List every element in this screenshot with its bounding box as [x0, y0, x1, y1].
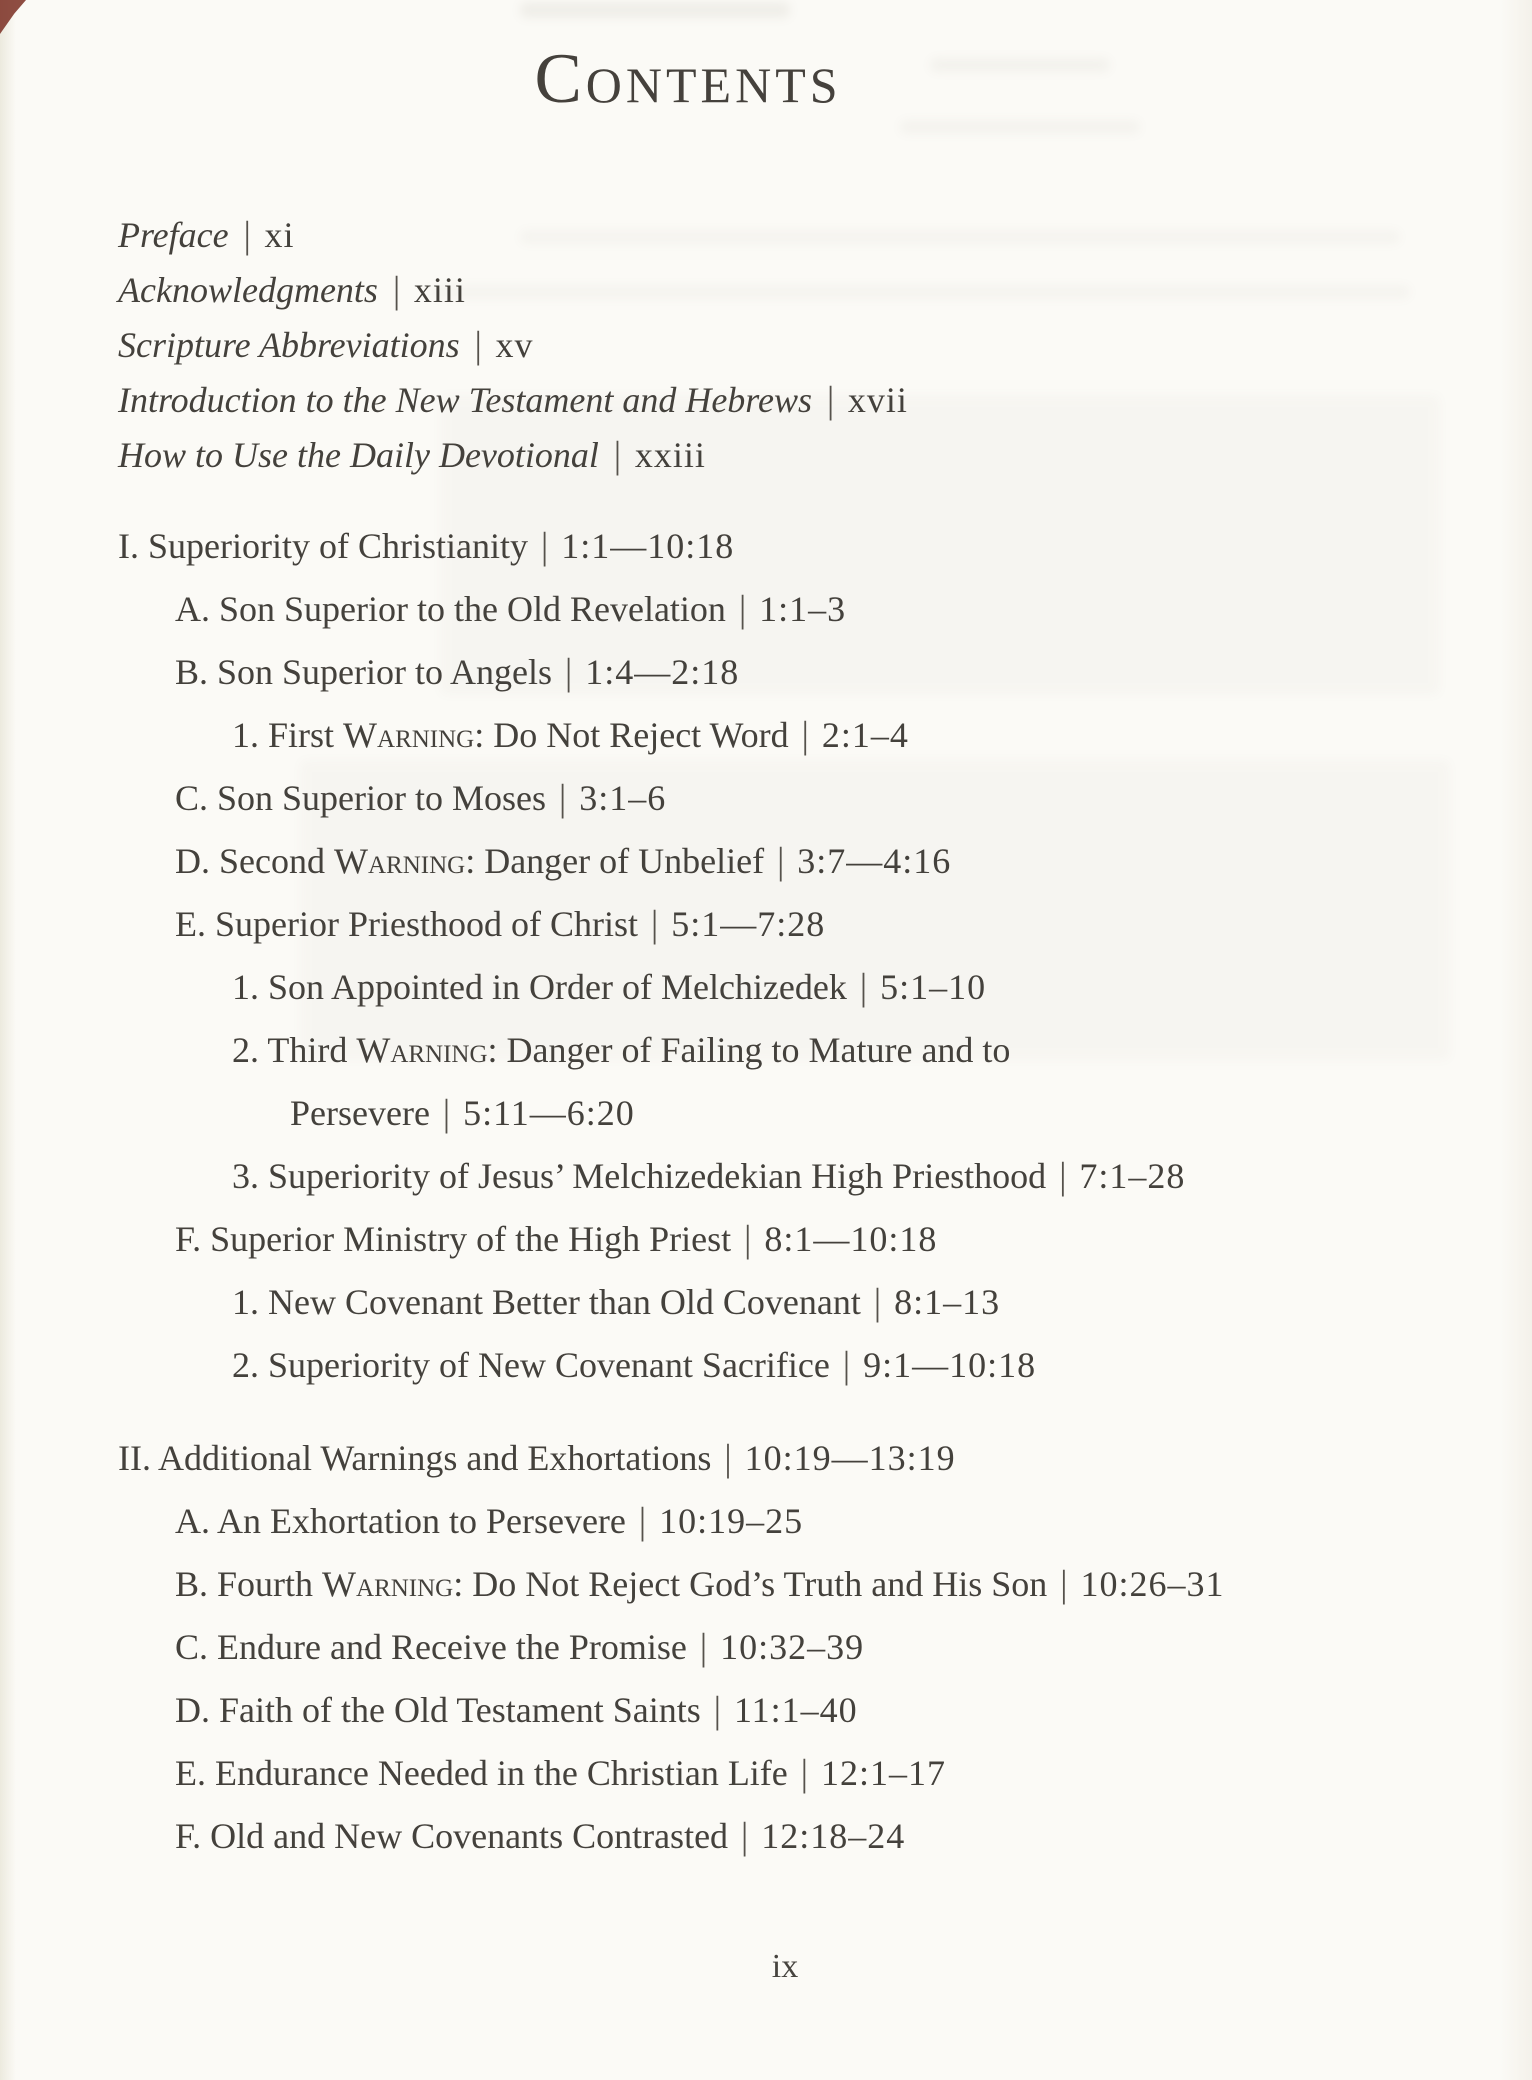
toc-entry-reference: 10:26–31 [1080, 1564, 1225, 1605]
front-matter-entry-reference: xi [264, 215, 295, 256]
divider-bar: | [741, 1815, 749, 1858]
toc-entry-reference: 5:1–10 [880, 967, 987, 1008]
small-caps-word: Warning [356, 1030, 488, 1071]
toc-entry-text: 2. Third Warning: Danger of Failing to Mature and to [232, 1030, 1011, 1071]
toc-entry-reference: 9:1—10:18 [863, 1345, 1037, 1386]
toc-entry [232, 1271, 1258, 1334]
toc-entry [175, 1805, 1258, 1868]
divider-bar: | [842, 1344, 851, 1387]
front-matter-entry-text: Acknowledgments [118, 270, 378, 311]
divider-bar: | [565, 651, 573, 694]
toc-entry [175, 1553, 1258, 1616]
toc-entry [290, 1082, 1258, 1145]
toc-entry [232, 956, 1258, 1019]
toc-entry-text: C. Son Superior to Moses [175, 778, 547, 819]
toc-entry-text: Persevere [290, 1093, 430, 1134]
toc-entry [232, 1334, 1258, 1397]
divider-bar: | [650, 903, 659, 946]
toc-entry-reference: 3:1–6 [579, 778, 667, 819]
contents-column [118, 40, 1258, 1868]
divider-bar: | [824, 379, 835, 422]
scan-corner-artifact [0, 0, 26, 34]
divider-bar: | [777, 840, 785, 883]
toc-entry [175, 1490, 1258, 1553]
toc-entry-text: A. An Exhortation to Persevere [175, 1501, 626, 1542]
toc-entry-text: E. Superior Priesthood of Christ [175, 904, 638, 945]
toc-entry-reference: 1:1—10:18 [561, 526, 735, 567]
front-matter-list [118, 208, 1258, 483]
toc-entry [175, 893, 1258, 956]
divider-bar: | [1060, 1563, 1068, 1606]
toc-entry [175, 641, 1258, 704]
divider-bar: | [442, 1092, 451, 1135]
front-matter-entry-reference: xxiii [634, 435, 706, 476]
toc-entry-text: E. Endurance Needed in the Christian Life [175, 1753, 788, 1794]
toc-entry-reference: 8:1–13 [894, 1282, 1001, 1323]
toc-entry-reference: 12:1–17 [821, 1753, 947, 1794]
toc-entry-text: A. Son Superior to the Old Revelation [175, 589, 726, 630]
front-matter-entry [118, 318, 1258, 373]
divider-bar: | [390, 269, 401, 312]
toc-entry-reference: 3:7—4:16 [797, 841, 952, 882]
divider-bar: | [699, 1626, 708, 1669]
toc-entry-reference: 10:19–25 [659, 1501, 804, 1542]
toc-entry [232, 704, 1258, 767]
toc-entry [175, 1679, 1258, 1742]
toc-entry-reference: 2:1–4 [821, 715, 909, 756]
toc-entry [175, 1742, 1258, 1805]
front-matter-entry-text: Scripture Abbreviations [118, 325, 460, 366]
toc-outline [118, 515, 1258, 1868]
toc-entry [118, 515, 1258, 578]
page-number: ix [771, 1948, 799, 1985]
toc-entry [175, 1616, 1258, 1679]
divider-bar: | [611, 434, 622, 477]
divider-bar: | [859, 966, 868, 1009]
page-title: Contents [534, 40, 842, 118]
toc-entry [175, 830, 1258, 893]
front-matter-entry [118, 263, 1258, 318]
divider-bar: | [724, 1437, 732, 1480]
front-matter-entry-reference: xv [495, 325, 534, 366]
divider-bar: | [1059, 1155, 1067, 1198]
toc-entry [175, 767, 1258, 830]
toc-entry [232, 1145, 1258, 1208]
toc-entry-reference: 7:1–28 [1079, 1156, 1186, 1197]
toc-entry-text: C. Endure and Receive the Promise [175, 1627, 687, 1668]
divider-bar: | [801, 714, 809, 757]
front-matter-entry [118, 428, 1258, 483]
toc-entry-reference: 10:19—13:19 [744, 1438, 956, 1479]
toc-entry-text: D. Second Warning: Danger of Unbelief [175, 841, 765, 882]
divider-bar: | [559, 777, 567, 820]
divider-bar: | [713, 1689, 721, 1732]
toc-entry-text: F. Superior Ministry of the High Priest [175, 1219, 732, 1260]
divider-bar: | [738, 588, 747, 631]
bleedthrough-artifact [520, 2, 790, 18]
divider-bar: | [540, 525, 549, 568]
toc-entry-text: I. Superiority of Christianity [118, 526, 528, 567]
small-caps-word: Warning [343, 715, 475, 756]
toc-entry-reference: 12:18–24 [761, 1816, 906, 1857]
front-matter-entry-text: Preface [118, 215, 229, 256]
toc-entry-text: 1. First Warning: Do Not Reject Word [232, 715, 789, 756]
toc-entry-reference: 10:32–39 [720, 1627, 865, 1668]
toc-entry-reference: 1:4—2:18 [585, 652, 740, 693]
toc-entry-text: F. Old and New Covenants Contrasted [175, 1816, 729, 1857]
toc-entry-reference: 5:11—6:20 [463, 1093, 635, 1134]
toc-entry-reference: 11:1–40 [733, 1690, 858, 1731]
divider-bar: | [800, 1752, 808, 1795]
front-matter-entry [118, 208, 1258, 263]
divider-bar: | [638, 1500, 647, 1543]
toc-entry-text: D. Faith of the Old Testament Saints [175, 1690, 701, 1731]
front-matter-entry-text: How to Use the Daily Devotional [118, 435, 599, 476]
front-matter-entry-reference: xvii [847, 380, 908, 421]
toc-entry [232, 1019, 1258, 1082]
divider-bar: | [744, 1218, 752, 1261]
front-matter-entry-text: Introduction to the New Testament and Hebrews [118, 380, 812, 421]
toc-entry-reference: 8:1—10:18 [764, 1219, 938, 1260]
small-caps-word: Warning [322, 1564, 454, 1605]
toc-entry-text: 2. Superiority of New Covenant Sacrifice [232, 1345, 830, 1386]
toc-entry-text: 1. Son Appointed in Order of Melchizedek [232, 967, 847, 1008]
toc-entry [175, 578, 1258, 641]
toc-entry-text: B. Son Superior to Angels [175, 652, 553, 693]
front-matter-entry [118, 373, 1258, 428]
toc-entry-text: 3. Superiority of Jesus’ Melchizedekian High Priesthood [232, 1156, 1047, 1197]
toc-entry [175, 1208, 1258, 1271]
toc-entry-text: B. Fourth Warning: Do Not Reject God’s Truth and His Son [175, 1564, 1048, 1605]
toc-entry-reference: 1:1–3 [759, 589, 847, 630]
small-caps-word: Warning [333, 841, 466, 882]
toc-entry-text: II. Additional Warnings and Exhortations [118, 1438, 712, 1479]
front-matter-entry-reference: xiii [413, 270, 466, 311]
divider-bar: | [241, 214, 252, 257]
toc-entry-reference: 5:1—7:28 [671, 904, 826, 945]
divider-bar: | [472, 324, 483, 367]
toc-entry-text: 1. New Covenant Better than Old Covenant [232, 1282, 861, 1323]
toc-entry [118, 1427, 1258, 1490]
divider-bar: | [873, 1281, 882, 1324]
